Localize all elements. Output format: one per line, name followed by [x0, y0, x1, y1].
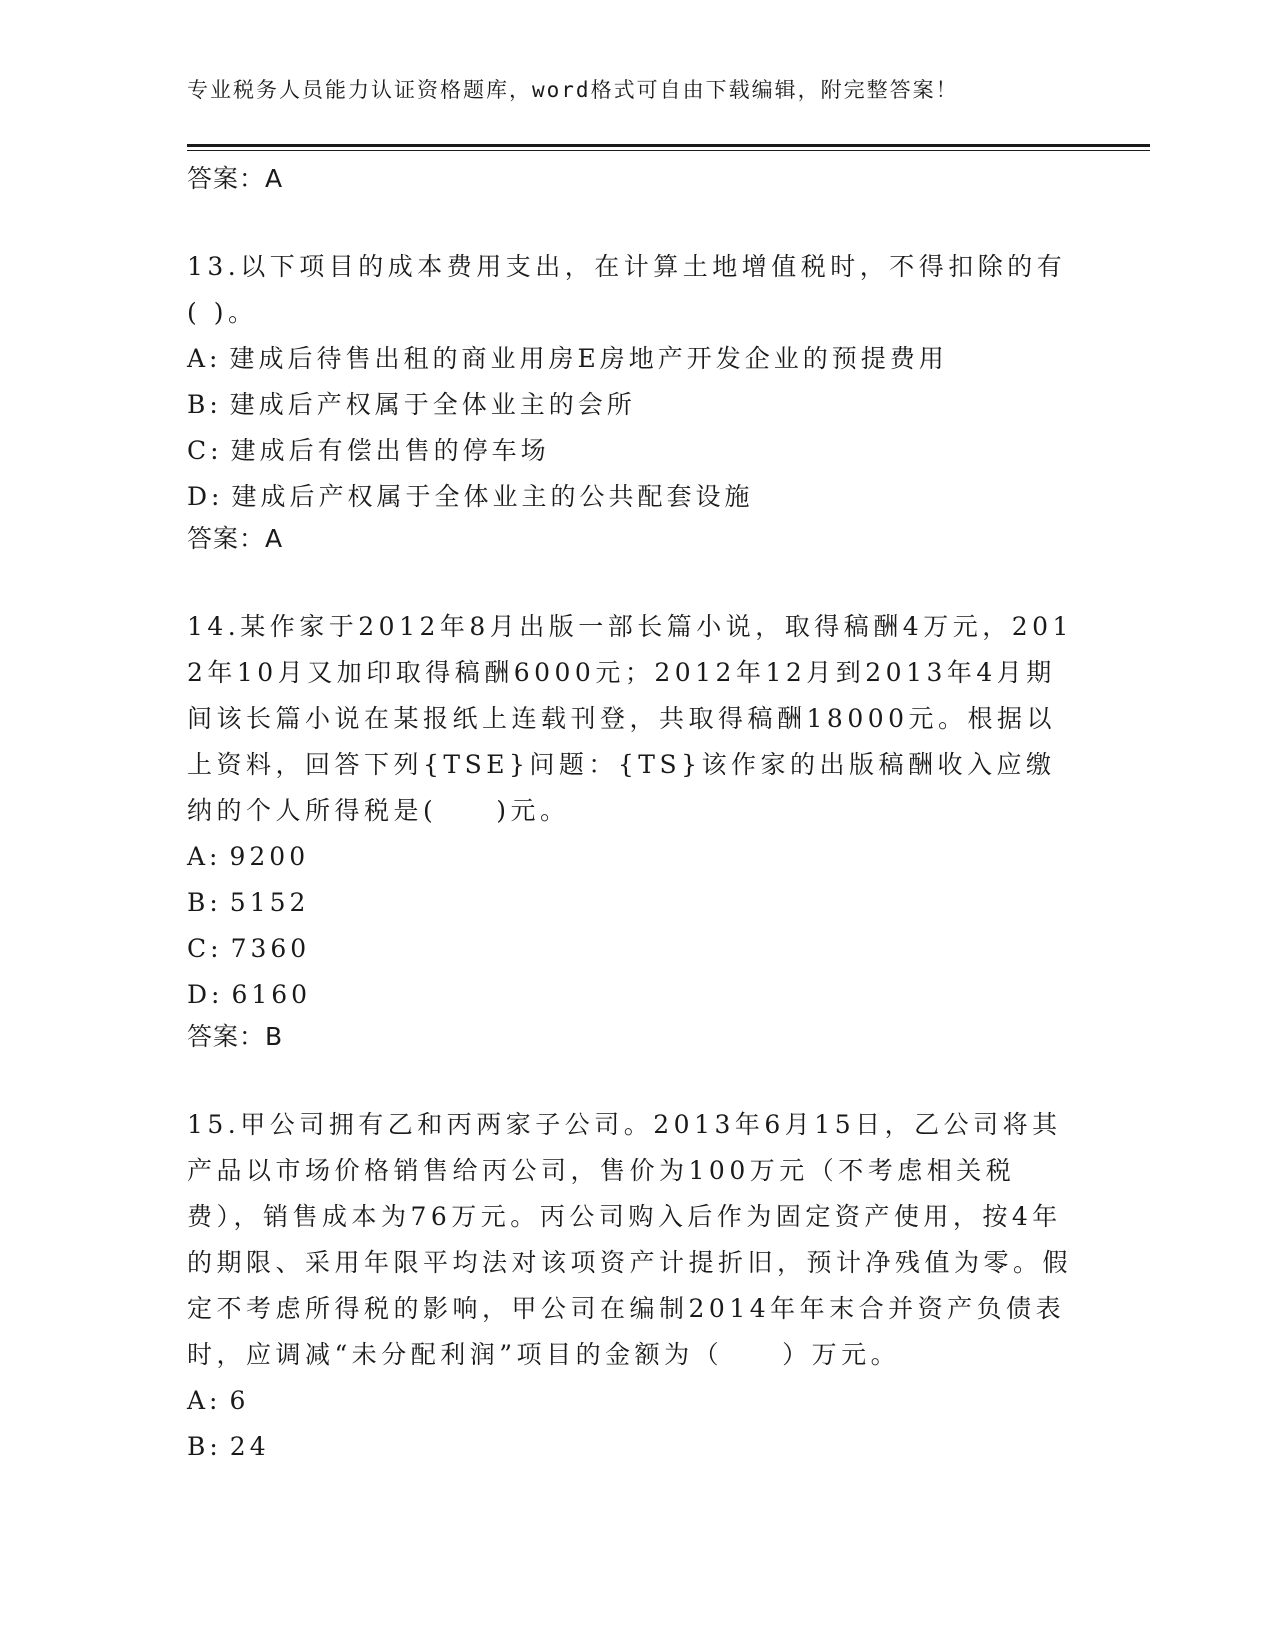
question-13: [187, 244, 1077, 558]
header-rule-thick: [187, 144, 1150, 147]
option-text: 建成后待售出租的商业用房E房地产开发企业的预提费用: [229, 344, 948, 373]
option-text: 5152: [229, 888, 310, 917]
question-text: 15.甲公司拥有乙和丙两家子公司。2013年6月15日，乙公司将其产品以市场价格销售给丙公司，售价为100万元（不考虑相关税费），销售成本为76万元。丙公司购入后作为固定资产使用，按4年的期限、采用年限平均法对该项资产计提折旧，预计净残值为零。假定不考虑所得税的影响，甲公司在编制2014年年末合并资产负债表时，应调减“未分配利润”项目的金额为（ ）万元。: [187, 1110, 1073, 1369]
option-text: 6160: [231, 980, 312, 1009]
option-text: 9200: [229, 842, 310, 871]
option-b: [187, 880, 1077, 926]
question-text: 14.某作家于2012年8月出版一部长篇小说，取得稿酬4万元，2012年10月又加印取得稿酬6000元；2012年12月到2013年4月期间该长篇小说在某报纸上连载刊登，共取得稿酬18000元。根据以上资料，回答下列{TSE}问题：{TS}该作家的出版稿酬收入应缴纳的个人所得税是( )元。: [187, 612, 1073, 825]
answer-line: 答案：A: [187, 524, 284, 553]
option-text: 建成后有偿出售的停车场: [230, 436, 550, 465]
option-letter: A:: [187, 1386, 222, 1415]
option-letter: B:: [187, 390, 222, 419]
option-letter: D:: [187, 482, 224, 511]
option-b: [187, 382, 1077, 428]
option-letter: B:: [187, 888, 222, 917]
spacer: [187, 1056, 1077, 1102]
option-letter: D:: [187, 980, 224, 1009]
page-header: 专业税务人员能力认证资格题库，word格式可自由下载编辑，附完整答案！: [187, 78, 959, 102]
answer-line: 答案：A: [187, 164, 284, 193]
option-text: 7360: [230, 934, 311, 963]
option-text: 建成后产权属于全体业主的公共配套设施: [231, 482, 754, 511]
answer-line: 答案：B: [187, 1022, 284, 1051]
option-c: [187, 926, 1077, 972]
option-text: 24: [229, 1432, 270, 1461]
option-letter: C:: [187, 934, 223, 963]
question-15: [187, 1102, 1077, 1470]
spacer: [187, 198, 1077, 244]
option-text: 6: [229, 1386, 250, 1415]
option-letter: A:: [187, 842, 222, 871]
option-letter: B:: [187, 1432, 222, 1461]
option-letter: C:: [187, 436, 223, 465]
option-d: [187, 972, 1077, 1018]
header-rule-thin: [187, 150, 1150, 151]
option-a: [187, 336, 1077, 382]
option-a: [187, 834, 1077, 880]
content: [187, 160, 1077, 1470]
option-letter: A:: [187, 344, 222, 373]
option-a: [187, 1378, 1077, 1424]
question-text: 13.以下项目的成本费用支出，在计算土地增值税时，不得扣除的有( )。: [187, 252, 1067, 327]
spacer: [187, 558, 1077, 604]
option-text: 建成后产权属于全体业主的会所: [229, 390, 636, 419]
option-c: [187, 428, 1077, 474]
question-14: [187, 604, 1077, 1056]
option-b: [187, 1424, 1077, 1470]
option-d: [187, 474, 1077, 520]
